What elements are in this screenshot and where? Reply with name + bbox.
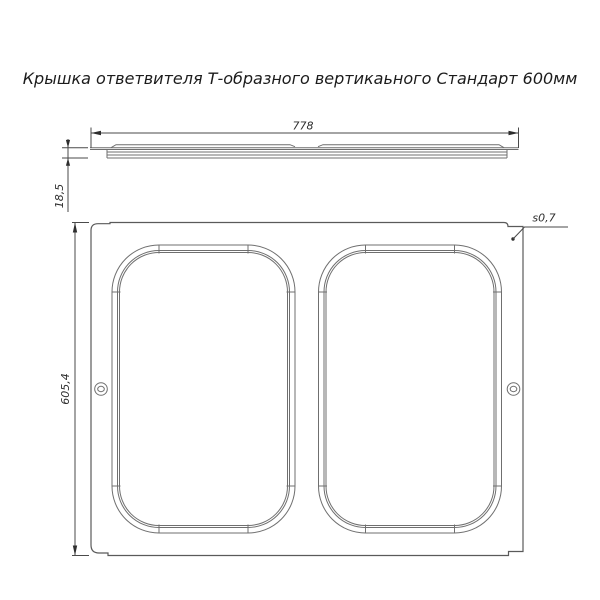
width-dimension bbox=[91, 120, 519, 149]
cover-height-dimension bbox=[59, 223, 89, 556]
profile-height-dimension bbox=[53, 139, 88, 212]
cover-outline bbox=[91, 223, 523, 556]
dimension-arrow-right bbox=[509, 131, 519, 136]
side-view bbox=[53, 120, 519, 213]
drawing-title: Крышка ответвителя Т-образного вертикаьного Стандарт 600мм bbox=[22, 69, 578, 88]
cover-height-label: 605,4 bbox=[59, 373, 72, 405]
sheet-thickness-label: s0,7 bbox=[532, 211, 556, 225]
top-view bbox=[59, 212, 568, 556]
side-view-profile bbox=[90, 145, 519, 158]
dimension-arrow-left bbox=[91, 131, 101, 136]
width-dimension-label: 778 bbox=[292, 119, 314, 133]
dimension-arrow-top bbox=[73, 223, 77, 233]
dimension-arrow-up bbox=[66, 158, 70, 166]
dimension-arrow-bottom bbox=[73, 546, 77, 556]
profile-height-label: 18,5 bbox=[53, 183, 66, 209]
dimension-arrow-down bbox=[66, 140, 70, 148]
